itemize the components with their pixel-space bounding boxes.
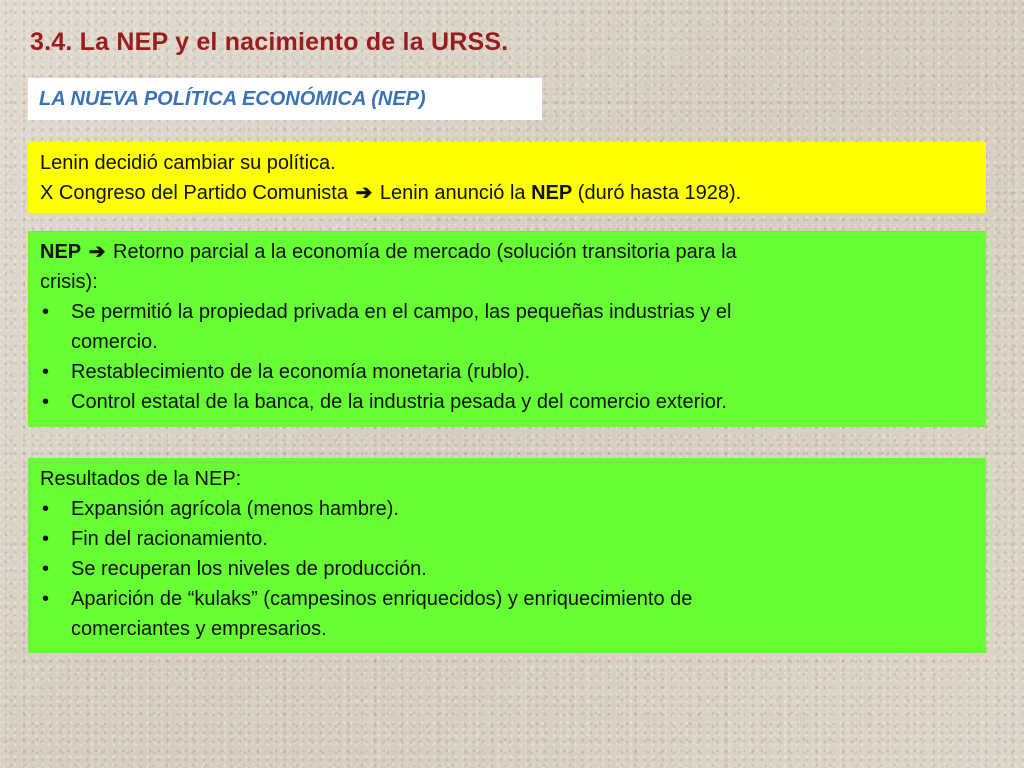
list-item-text: Aparición de “kulaks” (campesinos enriquecidos) y enriquecimiento de: [71, 588, 693, 610]
list-item: [40, 554, 974, 584]
list-item-text: Expansión agrícola (menos hambre).: [71, 498, 399, 520]
nep-definition-continued: crisis):: [40, 271, 98, 293]
bullet-icon: •: [42, 528, 50, 550]
bullet-icon: •: [42, 498, 50, 520]
results-box: [28, 458, 986, 653]
intro-duration-text: (duró hasta 1928).: [577, 182, 742, 204]
list-item-text: Fin del racionamiento.: [71, 528, 268, 550]
nep-measures-list: [40, 297, 974, 417]
nep-definition-line: [40, 237, 974, 267]
bullet-icon: •: [42, 301, 50, 323]
bullet-icon: •: [42, 391, 50, 413]
subtitle-box: [28, 78, 542, 120]
list-item-text-continued: comercio.: [71, 331, 158, 353]
list-item: [40, 297, 974, 357]
list-item-text: Se permitió la propiedad privada en el campo, las pequeñas industrias y el: [71, 301, 732, 323]
results-list: [40, 494, 974, 644]
intro-line-2: [40, 178, 974, 208]
results-heading: Resultados de la NEP:: [40, 468, 242, 490]
list-item: [40, 524, 974, 554]
subtitle-text: LA NUEVA POLÍTICA ECONÓMICA (NEP): [39, 87, 426, 110]
nep-box: [28, 231, 986, 427]
slide-title: 3.4. La NEP y el nacimiento de la URSS.: [30, 28, 509, 56]
list-item: [40, 357, 974, 387]
intro-congress-text: X Congreso del Partido Comunista: [40, 182, 348, 204]
nep-definition-text: Retorno parcial a la economía de mercado (solución transitoria para la: [113, 241, 737, 263]
intro-line-1: Lenin decidió cambiar su política.: [40, 152, 336, 174]
list-item-text-continued: comerciantes y empresarios.: [71, 618, 327, 640]
list-item-text: Se recuperan los niveles de producción.: [71, 558, 427, 580]
arrow-right-icon: ➔: [88, 241, 106, 263]
list-item-text: Control estatal de la banca, de la industria pesada y del comercio exterior.: [71, 391, 727, 413]
nep-label: NEP: [40, 241, 82, 263]
list-item: [40, 387, 974, 417]
list-item-text: Restablecimiento de la economía monetaria (rublo).: [71, 361, 531, 383]
intro-nep-label: NEP: [531, 182, 573, 204]
list-item: [40, 494, 974, 524]
list-item: [40, 584, 974, 644]
bullet-icon: •: [42, 588, 50, 610]
bullet-icon: •: [42, 558, 50, 580]
intro-box: [28, 142, 986, 213]
intro-announce-text: Lenin anunció la: [379, 182, 526, 204]
arrow-right-icon: ➔: [355, 182, 373, 204]
bullet-icon: •: [42, 361, 50, 383]
